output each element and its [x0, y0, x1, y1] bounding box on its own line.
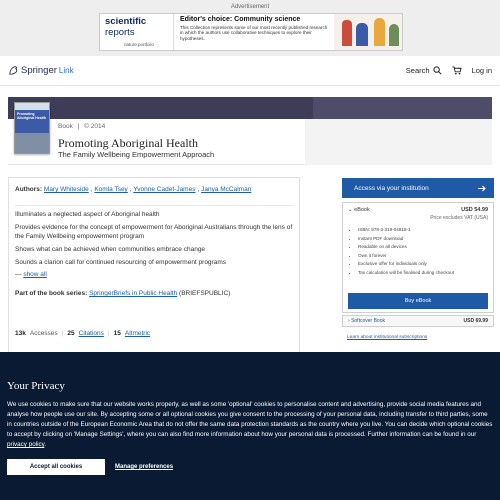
ebook-label: eBook [354, 207, 370, 213]
ad-figure [342, 20, 352, 46]
access-institution-button[interactable] [342, 178, 494, 198]
book-header-side [305, 119, 492, 165]
privacy-actions [7, 459, 173, 475]
book-cover[interactable] [14, 102, 50, 154]
citations-value: 25 [67, 330, 75, 337]
logo-springer-text: Springer [21, 65, 57, 76]
purchase-panel [342, 178, 494, 340]
ad-banner[interactable] [99, 13, 403, 51]
site-header [0, 56, 500, 86]
book-header [8, 112, 492, 165]
price-note: Price excludes VAT (USA) [430, 215, 488, 221]
citations-link[interactable]: Citations [78, 330, 104, 337]
springer-horse-icon [8, 65, 19, 76]
book-year: © 2014 [84, 123, 106, 130]
chevron-down-icon: ⌄ [348, 207, 353, 213]
authors-line: Authors: Mary Whiteside , Komla Tsey , Yvonne Cadet-James , Janya McCalman [15, 186, 252, 193]
ad-label: Advertisement [230, 4, 270, 10]
book-metrics [15, 330, 150, 337]
cookie-consent-banner [0, 352, 500, 500]
privacy-body: We use cookies to make sure that our website works properly, as well as some 'optional' cookies to personalise content and advertising, provide social media features and analyse how people use our site. By accepting some or all optional cookies you give consent to the processing of your personal data, including transfer to third parties, some in countries outside of the European Economic Area that do not offer the same data protection standards as the country where you live. You can decide which optional cookies to accept by clicking on 'Manage Settings', where you can also find more information about how your personal data is processed. Further information can be found in our [7, 401, 493, 438]
institutional-subscriptions-link[interactable]: Learn about institutional subscriptions [347, 335, 428, 340]
series-link[interactable]: SpringerBriefs in Public Health [89, 290, 178, 297]
band-side [313, 97, 492, 119]
metrics-separator: | [61, 330, 64, 337]
book-type: Book [58, 123, 73, 130]
divider [15, 205, 293, 206]
ebook-label-wrap [348, 207, 370, 213]
feature-item: Sounds a clarion call for continued resourcing of empowerment programs [15, 259, 226, 266]
book-series [15, 290, 293, 297]
show-all-toggle: — show all [15, 271, 47, 278]
softcover-price: USD 69.99 [463, 318, 488, 324]
book-meta [58, 123, 108, 130]
altmetric-value: 15 [113, 330, 121, 337]
cart-button[interactable] [452, 66, 462, 75]
book-header-band [8, 97, 492, 119]
series-label: Part of the book series: [15, 290, 88, 297]
ebook-feature: • Tax calculation will be finalised during checkout [358, 269, 488, 278]
cart-icon [452, 66, 462, 75]
ebook-option [342, 202, 494, 313]
arrow-right-icon [478, 185, 486, 192]
cover-image [15, 133, 50, 154]
privacy-text-end: . [44, 441, 47, 448]
search-icon [433, 66, 442, 75]
feature-item: Provides evidence for the concept of empowerment for Aboriginal Australians through the lens of the Family Wellbeing empowerment program [15, 224, 293, 240]
book-details-panel [8, 177, 300, 357]
ad-figure [389, 24, 399, 46]
ad-figure [356, 23, 368, 46]
ebook-feature: • Readable on all devices [358, 243, 488, 252]
ebook-feature: • Own it forever [358, 252, 488, 261]
feature-item: Shows what can be achieved when communities embrace change [15, 246, 206, 253]
header-nav [406, 66, 492, 75]
author-link[interactable]: Komla Tsey [94, 186, 128, 193]
metrics-separator: | [107, 330, 110, 337]
accesses-value: 13k [15, 330, 26, 337]
ad-logo-line2: reports [105, 27, 135, 38]
ebook-features [348, 226, 488, 278]
cover-top-strip [15, 103, 50, 110]
meta-separator: | [77, 123, 80, 130]
series-code: (BRIEFSPUBLIC) [179, 290, 231, 297]
login-label: Log in [471, 66, 492, 75]
authors-label: Authors: [15, 186, 43, 193]
ad-illustration [334, 14, 403, 51]
feature-item: Illuminates a neglected aspect of Aboriginal health [15, 211, 160, 218]
access-label: Access via your institution [354, 184, 429, 192]
page-title: Promoting Aboriginal Health [58, 136, 198, 150]
buy-ebook-button[interactable]: Buy eBook [348, 293, 488, 309]
accesses-label: Accesses [29, 330, 58, 337]
scientific-reports-logo [100, 14, 174, 51]
advertisement-strip [0, 0, 500, 56]
manage-preferences-link[interactable]: Manage preferences [115, 464, 174, 470]
ad-title: Editor's choice: Community science [180, 16, 301, 23]
ad-logo-line3: nature portfolio [124, 42, 155, 47]
softcover-label: Softcover Book [351, 318, 385, 324]
ebook-feature: • Exclusive offer for individuals only [358, 260, 488, 269]
altmetric-link[interactable]: Altmetric [124, 330, 151, 337]
ebook-feature: • ISBN: 978-3-319-04818-1 [358, 226, 488, 235]
search-button[interactable] [406, 66, 442, 75]
accept-cookies-button[interactable]: Accept all cookies [7, 459, 105, 475]
ad-figure [374, 18, 385, 46]
search-label: Search [405, 66, 430, 75]
show-all-link[interactable]: show all [23, 271, 47, 278]
ad-body: This Collection represents some of our most recently published research in which the authors use collaborative techniques to explore their hypotheses. [180, 25, 328, 41]
chevron-right-icon: › [348, 318, 350, 324]
softcover-label-wrap [348, 318, 385, 324]
ad-text [180, 16, 330, 41]
privacy-text [7, 400, 493, 450]
ebook-feature: • Instant PDF download [358, 235, 488, 244]
ebook-header[interactable] [348, 207, 488, 213]
logo-link-text: Link [58, 66, 74, 75]
author-link[interactable]: Yvonne Cadet-James [133, 186, 196, 193]
privacy-title: Your Privacy [7, 380, 65, 392]
author-link[interactable]: Janya McCalman [201, 186, 252, 193]
springer-link-logo[interactable] [8, 65, 74, 76]
ad-logo-line1: scientific [105, 16, 147, 27]
author-link[interactable]: Mary Whiteside [43, 186, 89, 193]
privacy-policy-link[interactable]: privacy policy [7, 441, 45, 448]
page-subtitle: The Family Wellbeing Empowerment Approach [58, 150, 215, 159]
cover-title: Promoting Aboriginal Health [17, 112, 46, 120]
ebook-price: USD 54.99 [461, 207, 488, 213]
softcover-option[interactable] [342, 315, 494, 327]
login-link[interactable] [472, 66, 492, 75]
